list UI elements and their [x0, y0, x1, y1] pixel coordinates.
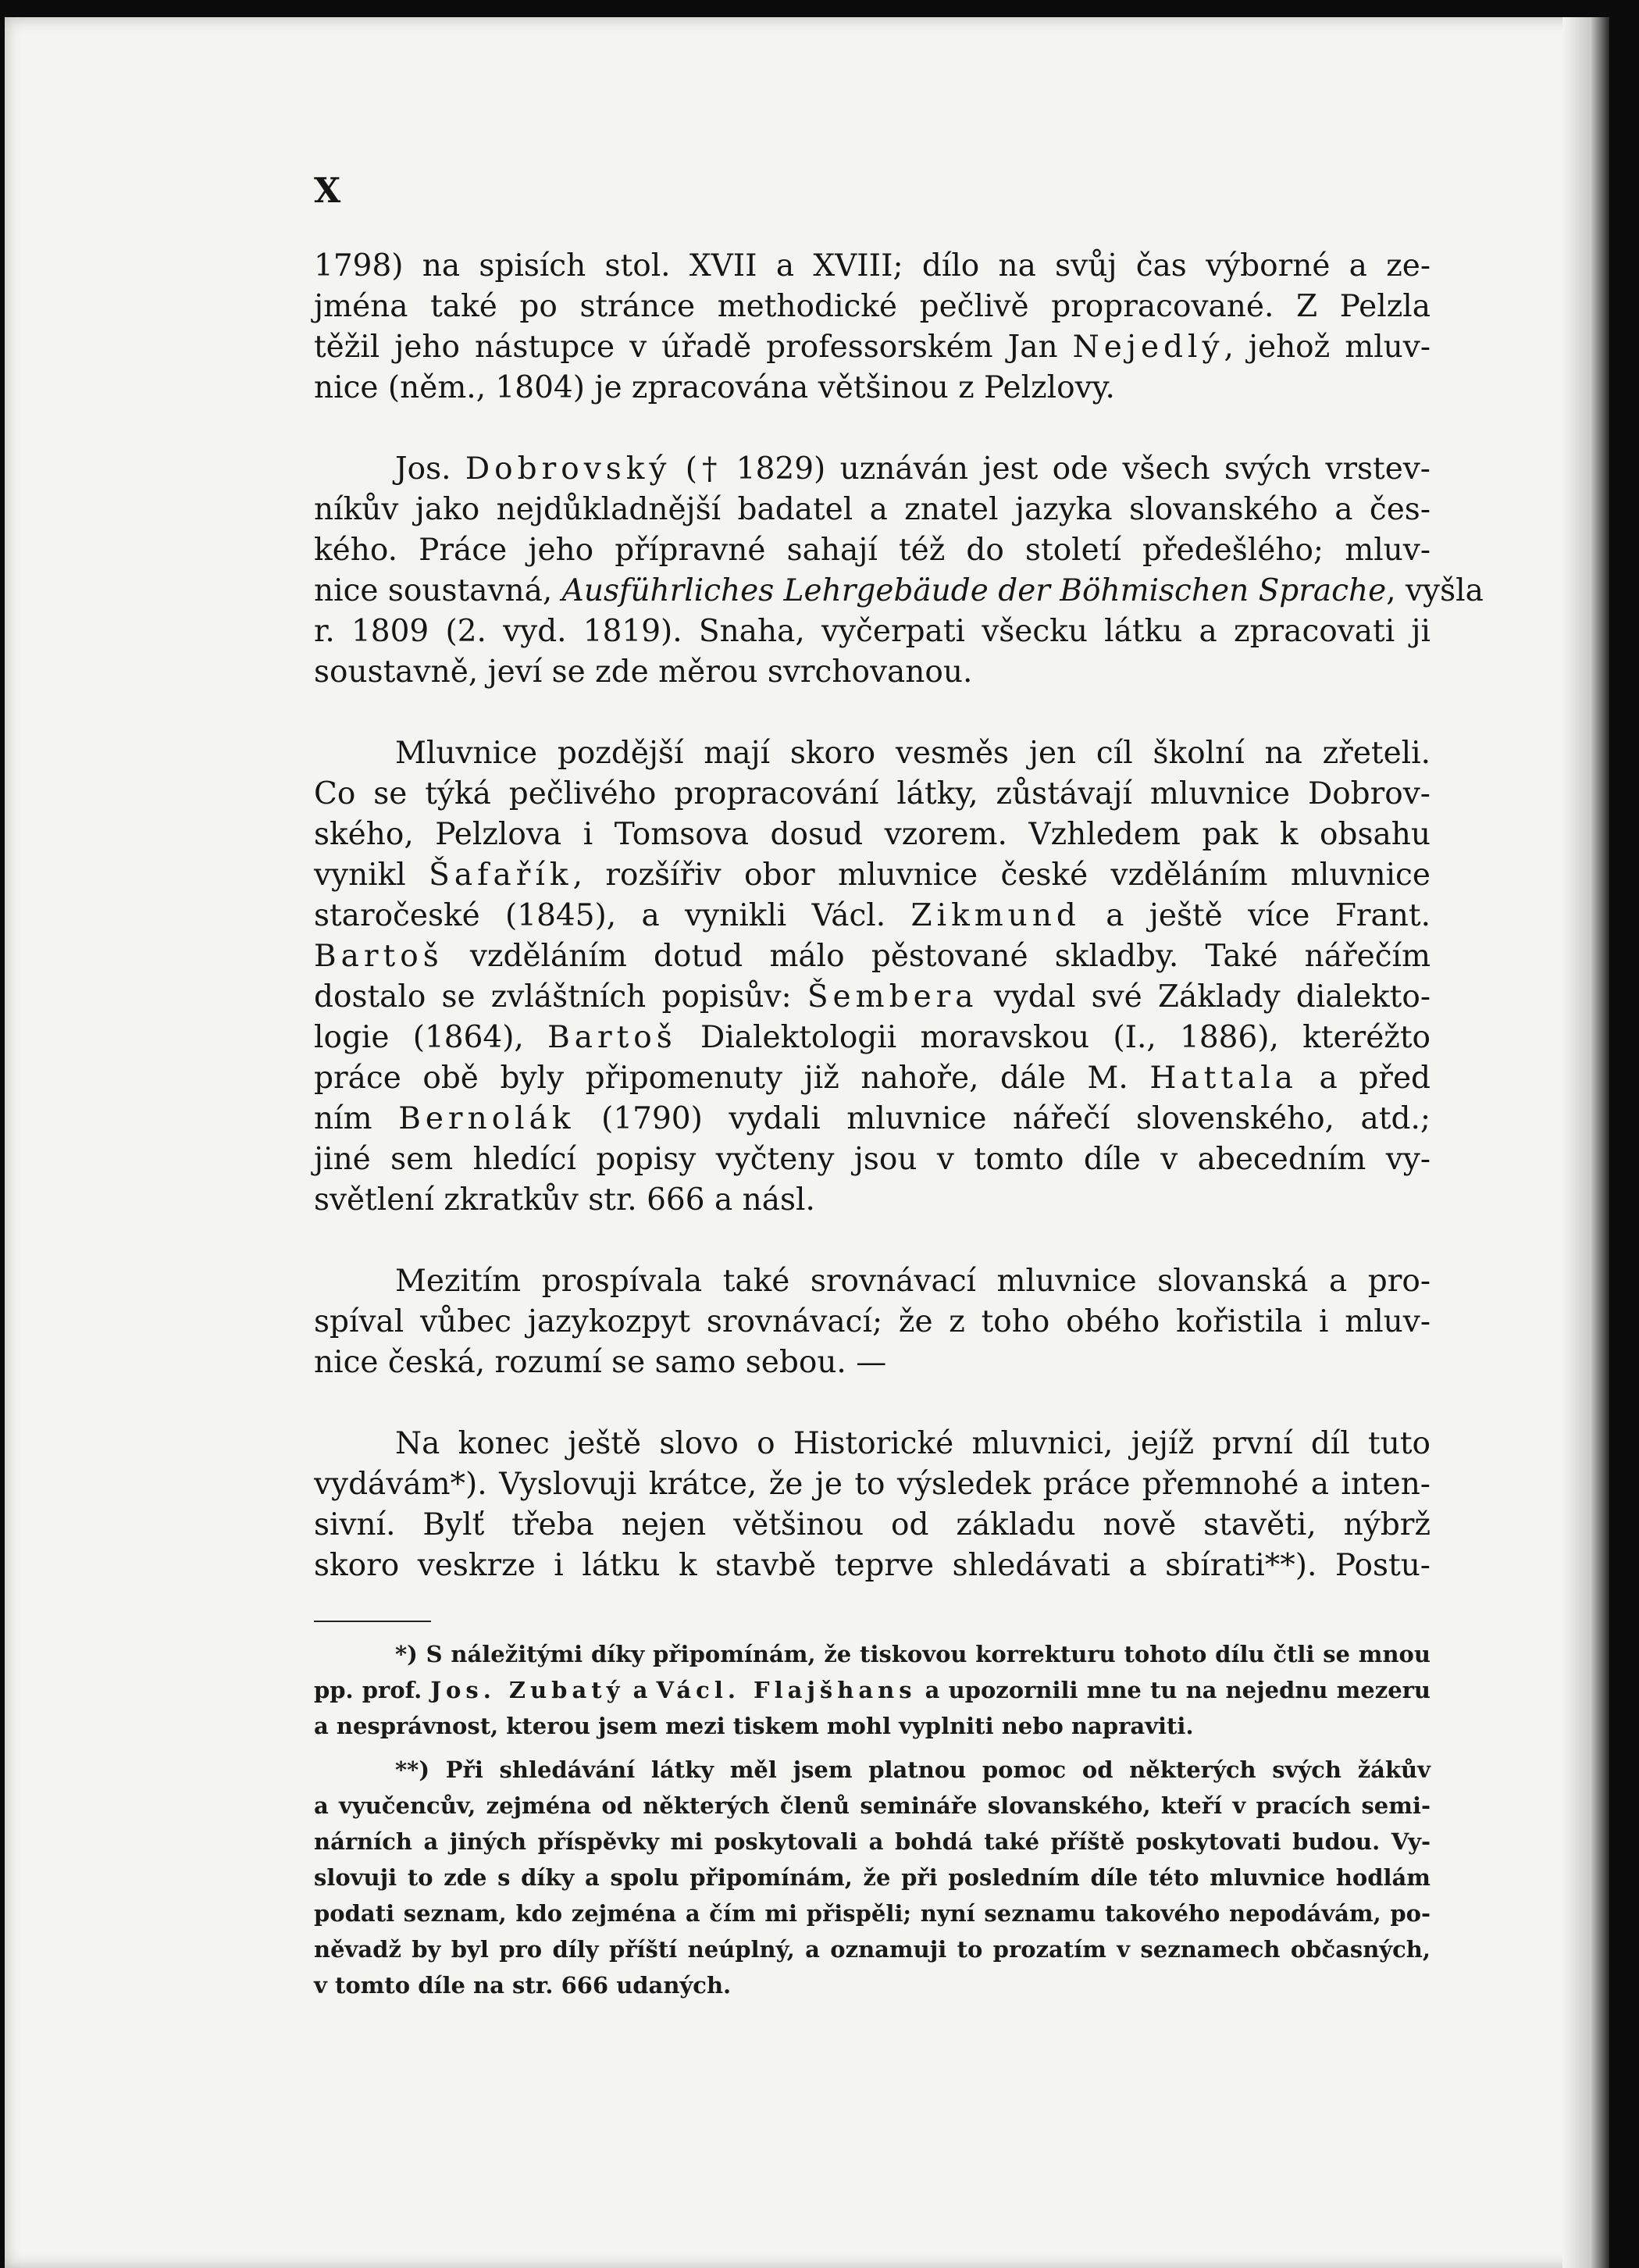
paragraph-4	[314, 1261, 1431, 1383]
text-line: sivní. Bylť třeba nejen většinou od základu nově stavěti, nýbrž	[314, 1507, 1431, 1542]
footnote-divider	[314, 1621, 431, 1622]
footnote-line: něvadž by byl pro díly příští neúplný, a oznamuji to prozatím v seznamech občasných,	[314, 1936, 1431, 1963]
footnote-line: slovuji to zde s díky a spolu připomínám, že při posledním díle této mluvnice hodlám	[314, 1864, 1431, 1891]
text-line: níkův jako nejdůkladnější badatel a znatel jazyka slovanského a čes-	[314, 492, 1431, 527]
text-line: jiné sem hledící popisy vyčteny jsou v tomto díle v abecedním vy-	[314, 1142, 1431, 1177]
text-line: práce obě byly připomenuty již nahoře, dále M. Hattala a před	[314, 1061, 1431, 1096]
text-line: logie (1864), Bartoš Dialektologii moravskou (I., 1886), kteréžto	[314, 1020, 1431, 1055]
footnote-1	[314, 1636, 1431, 1744]
footnote-line: **) Při shledávání látky měl jsem platnou pomoc od některých svých žákův	[395, 1756, 1431, 1783]
footnote-line: nárních a jiných příspěvky mi poskytovali a bohdá také příště poskytovati budou. Vy-	[314, 1828, 1431, 1855]
text-line: kého. Práce jeho přípravné sahají též do století předešlého; mluv-	[314, 533, 1431, 568]
paragraph-2	[314, 449, 1484, 693]
text-line: nice soustavná, Ausführliches Lehrgebäude der Böhmischen Sprache, vyšla	[314, 573, 1484, 608]
text-line: vydávám*). Vyslovuji krátce, že je to výsledek práce přemnohé a inten-	[314, 1467, 1431, 1502]
text-line: Na konec ještě slovo o Historické mluvnici, jejíž první díl tuto	[395, 1426, 1431, 1461]
text-line: světlení zkratkův str. 666 a násl.	[314, 1182, 815, 1218]
paragraph-3	[314, 733, 1431, 1221]
footnote-line: a vyučencův, zejména od některých členů semináře slovanského, kteří v pracích semi-	[314, 1792, 1431, 1819]
text-line: spíval vůbec jazykozpyt srovnávací; že z toho obého kořistila i mluv-	[314, 1304, 1431, 1339]
text-column	[314, 168, 1484, 2011]
footnote-line: *) S náležitými díky připomínám, že tiskovou korrekturu tohoto dílu čtli se mnou	[395, 1641, 1431, 1667]
text-line: Jos. Dobrovský († 1829) uznáván jest ode všech svých vrstev-	[395, 451, 1431, 487]
footnote-line: a nesprávnost, kterou jsem mezi tiskem mohl vyplniti nebo napraviti.	[314, 1713, 1194, 1739]
text-line: 1798) na spisích stol. XVII a XVIII; dílo na svůj čas výborné a ze-	[314, 248, 1431, 284]
page-edge-shadow	[1562, 17, 1609, 2268]
text-line: ského, Pelzlova i Tomsova dosud vzorem. Vzhledem pak k obsahu	[314, 817, 1431, 852]
footnote-line: pp. prof. Jos. Zubatý a Václ. Flajšhans a upozornili mne tu na nejednu mezeru	[314, 1677, 1431, 1703]
text-line: dostalo se zvláštních popisův: Šembera vydal své Základy dialekto-	[314, 979, 1431, 1015]
page-number: X	[314, 171, 341, 211]
text-line: jména také po stránce methodické pečlivě propracované. Z Pelzla	[314, 289, 1431, 324]
text-line: r. 1809 (2. vyd. 1819). Snaha, vyčerpati všecku látku a zpracovati ji	[314, 614, 1431, 649]
text-line: Bartoš vzděláním dotud málo pěstované skladby. Také nářečím	[314, 939, 1431, 974]
text-line: staročeské (1845), a vynikli Václ. Zikmund a ještě více Frant.	[314, 898, 1431, 933]
text-line: ním Bernolák (1790) vydali mluvnice nářečí slovenského, atd.;	[314, 1101, 1431, 1136]
text-line: nice (něm., 1804) je zpracována většinou z Pelzlovy.	[314, 370, 1115, 405]
text-line: soustavně, jeví se zde měrou svrchovanou.	[314, 654, 973, 690]
text-line: těžil jeho nástupce v úřadě professorském Jan Nejedlý, jehož mluv-	[314, 330, 1431, 365]
text-line: Mluvnice pozdější mají skoro vesměs jen cíl školní na zřeteli.	[395, 736, 1431, 771]
text-line: Co se týká pečlivého propracování látky, zůstávají mluvnice Dobrov-	[314, 776, 1431, 811]
footnote-line: podati seznam, kdo zejména a čím mi přispěli; nyní seznamu takového nepodávám, po-	[314, 1900, 1431, 1927]
paragraph-5	[314, 1424, 1431, 1586]
footnote-2	[314, 1752, 1431, 2003]
text-line: skoro veskrze i látku k stavbě teprve shledávati a sbírati**). Postu-	[314, 1548, 1431, 1583]
footnote-line: v tomto díle na str. 666 udaných.	[314, 1972, 732, 1999]
text-line: Mezitím prospívala také srovnávací mluvnice slovanská a pro-	[395, 1264, 1431, 1299]
paragraph-1	[314, 246, 1431, 408]
text-line: vynikl Šafařík, rozšířiv obor mluvnice české vzděláním mluvnice	[314, 858, 1431, 893]
text-line: nice česká, rozumí se samo sebou. —	[314, 1345, 887, 1380]
